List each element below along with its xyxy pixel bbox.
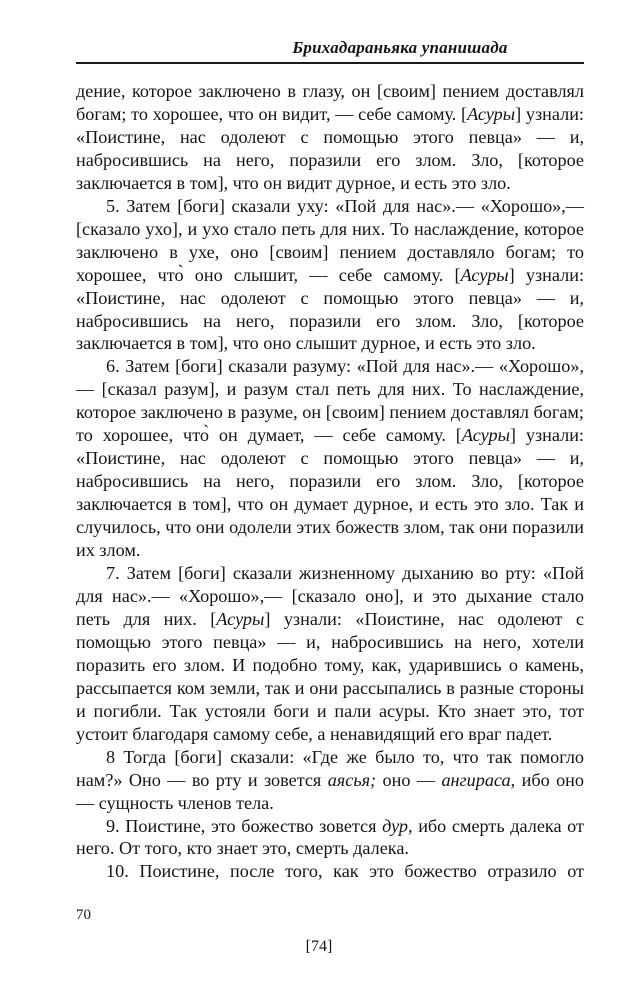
text-run: ибо смерть далека от него. От того, кто знает это, смерть далека. [76, 815, 584, 859]
italic-term: Асуры [467, 103, 516, 124]
page-number: 70 [76, 907, 91, 923]
italic-term: дур, [382, 815, 413, 836]
text-run: дение, которое заключено в глазу, он [своим] пением доставлял богам; то хорошее, что он видит, — себе самому. [ [76, 81, 584, 124]
paragraph [76, 815, 584, 861]
text-run: 8 Тогда [боги] сказали: «Где же было то, что так помогло нам?» Оно — во рту и зовется [76, 746, 584, 790]
paragraph [76, 746, 584, 815]
paragraph [76, 195, 584, 356]
italic-term: Асуры [461, 425, 510, 446]
text-run: 10. Поистине, после того, как это божество отразило от [106, 861, 584, 882]
italic-term: аясья; [327, 769, 377, 790]
text-run: 6. Затем [боги] сказали разуму: «Пой для нас».— «Хорошо»,— [сказал разум], и разум стал петь для них. То наслаждение, которое заключено в разуме, он [своим] пением доставлял богам; то хорошее, что̀ он думает, — себе самому. [ [76, 356, 584, 446]
running-header-title: Брихадараньяка упанишада [292, 38, 508, 57]
header-rule [76, 62, 584, 64]
text-run: ] узнали: «Поистине, нас одолеют с помощью этого певца» — и, набросившись на него, поразили его злом. Зло, [которое заключается в том], что он думает дурное, и есть это зло. Так и случилось, что они одолели этих божеств злом, так они поразили их злом. [76, 425, 584, 561]
paragraph [76, 80, 584, 195]
text-run: оно — [376, 769, 442, 790]
italic-term: Асуры [216, 608, 265, 629]
italic-term: Асуры [460, 264, 509, 285]
text-run: 5. Затем [боги] сказали уху: «Пой для нас».— «Хорошо»,— [сказало ухо], и ухо стало петь для них. То наслаждение, которое заключено в ухе, оно [своим] пением доставляло богам; то хорошее, что̀ оно слышит, — себе самому. [ [76, 195, 584, 285]
text-run: 7. Затем [боги] сказали жизненному дыханию во рту: «Пой для нас».— «Хорошо»,— [сказало оно], и это дыхание стало петь для них. [ [76, 563, 584, 629]
body-text [76, 80, 584, 883]
paragraph [76, 860, 584, 883]
text-run: ] узнали: «Поистине, нас одолеют с помощью этого певца» — и, набросившись на него, поразили его злом. Зло, [которое заключается в том], что оно слышит дурное, и есть это зло. [76, 264, 584, 354]
text-run: ] узнали: «Поистине, нас одолеют с помощью этого певца» — и, набросившись на него, поразили его злом. Зло, [которое заключается в том], что он видит дурное, и есть это зло. [76, 103, 584, 193]
text-run: 9. Поистине, это божество зовется [106, 815, 383, 836]
text-run: ] узнали: «Поистине, нас одолеют с помощью этого певца» — и, набросившись на него, хотели поразить его злом. И подобно тому, как, ударившись о камень, рассыпается ком земли, так и они рассыпались в разные стороны и погибли. Так устояли боги и пали асуры. Кто знает это, тот устоит благодаря самому себе, а ненавидящий его враг падет. [76, 608, 584, 744]
paragraph [76, 355, 584, 562]
italic-term: ангираса, [441, 769, 516, 790]
footer-page-number: [74] [305, 938, 333, 955]
text-run: ибо оно — сущность членов тела. [76, 769, 584, 813]
paragraph [76, 562, 584, 746]
